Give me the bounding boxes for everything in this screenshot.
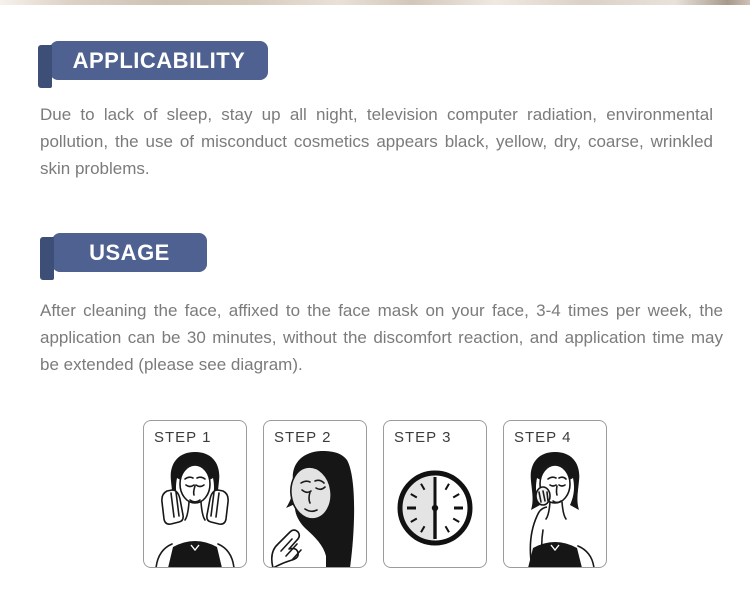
usage-badge [52, 233, 207, 272]
step-card-2 [263, 420, 367, 568]
step-card-4 [503, 420, 607, 568]
remove-mask-illustration-icon [504, 448, 606, 568]
applicability-badge [50, 41, 268, 80]
usage-paragraph: After cleaning the face, affixed to the face mask on your face, 3-4 times per week, the application can be 30 minutes, without the discomfort reaction, and application time may be extended (please see diagram). [40, 301, 723, 374]
cropped-photo-edge [0, 0, 750, 5]
step-2-label: STEP 2 [274, 429, 332, 446]
apply-mask-illustration-icon [264, 448, 366, 568]
step-3-label: STEP 3 [394, 429, 452, 446]
applicability-badge-label: APPLICABILITY [72, 47, 246, 73]
usage-badge-label: USAGE [89, 239, 170, 265]
step-card-1 [143, 420, 247, 568]
applicability-paragraph: Due to lack of sleep, stay up all night, television computer radiation, environmental pollution, the use of misconduct cosmetics appears black, yellow, dry, coarse, wrinkled skin problems. [40, 105, 713, 178]
usage-steps-row [143, 420, 607, 568]
cleanse-face-illustration-icon [144, 448, 246, 568]
wait-clock-illustration-icon [384, 448, 486, 568]
step-1-label: STEP 1 [154, 429, 212, 446]
step-card-3 [383, 420, 487, 568]
step-4-label: STEP 4 [514, 429, 572, 446]
